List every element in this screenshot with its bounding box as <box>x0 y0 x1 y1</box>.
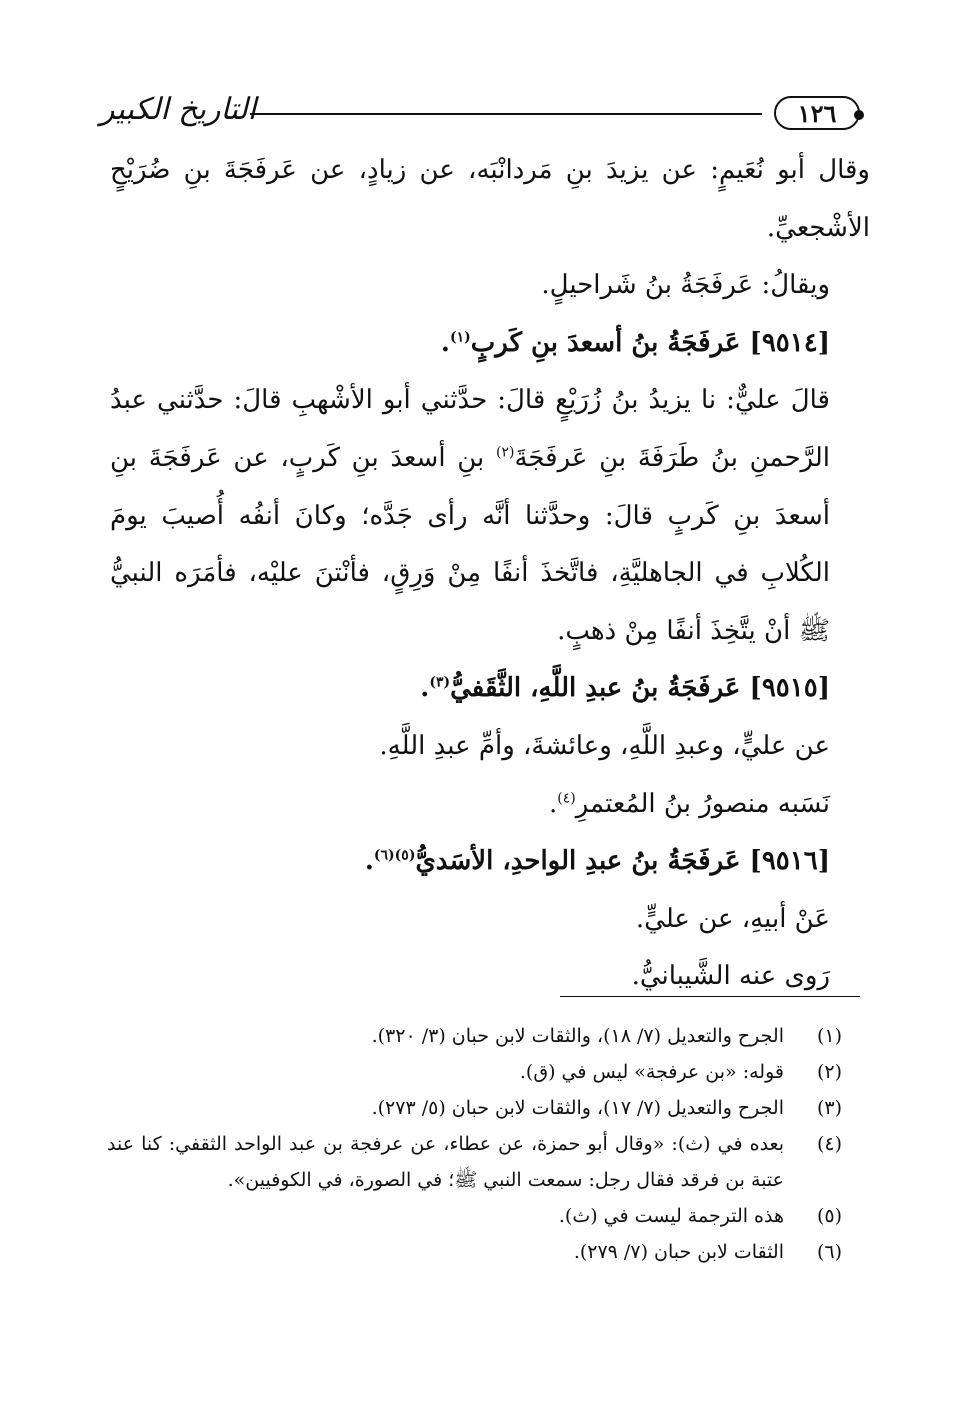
footnote-item <box>107 1054 842 1090</box>
footnote-number: (١) <box>816 1025 842 1047</box>
entry-title-9514: [٩٥١٤] عَرفَجَةُ بنُ أسعدَ بنِ كَربٍ$^{(١)}$. <box>440 327 830 358</box>
footnote-number: (٦) <box>816 1241 842 1263</box>
footnote-text: بعده في (ث): «وقال أبو حمزة، عن عطاء، عن عرفجة بن عبد الواحد الثقفي: كنا عند عتبة بن فرقد فقال رجل: سمعت النبي ﷺ؛ في الصورة، في الكوفيين». <box>107 1133 784 1191</box>
page-number: ١٢٦ <box>774 96 860 130</box>
text-line: ويقالُ: عَرفَجَةُ بنُ شَراحيلٍ. <box>541 270 830 301</box>
footnote-item <box>107 1018 842 1054</box>
footnote-number: (٣) <box>816 1097 842 1119</box>
footnote-separator <box>560 996 860 997</box>
text-span: نَسَبه منصورُ بنُ المُعتمرِ <box>575 788 830 819</box>
footnote-number: (٢) <box>816 1061 842 1083</box>
footnote-text: الجرح والتعديل (٧/ ١٨)، والثقات لابن حبان (٣/ ٣٢٠). <box>371 1025 784 1047</box>
footnote-number: (٥) <box>816 1205 842 1227</box>
footnote-item <box>107 1198 842 1234</box>
footnote-text: هذه الترجمة ليست في (ث). <box>558 1205 784 1227</box>
entry-number: [٩٥١٤] <box>749 327 830 358</box>
entry-name: عَرفَجَةُ بنُ عبدِ الواحدِ، الأسَديُّ <box>415 846 741 877</box>
paragraph-yuqal <box>110 257 870 315</box>
running-title: التاريخ الكبير <box>100 92 257 127</box>
paragraph-abihi <box>110 891 870 949</box>
footnote-ref: (٥)(٦) <box>373 847 416 864</box>
footnote-text: الجرح والتعديل (٧/ ١٧)، والثقات لابن حبان (٥/ ٢٧٣). <box>371 1097 784 1119</box>
paragraph-abu-nuaim <box>110 142 870 257</box>
entry-title-9516: [٩٥١٦] عَرفَجَةُ بنُ عبدِ الواحدِ، الأسَديُّ$^{(٥)(٦)}$. <box>364 846 830 877</box>
text-line: عن عليٍّ، وعبدِ اللَّهِ، وعائشةَ، وأمِّ عبدِ اللَّهِ. <box>379 730 830 761</box>
text-line: عَنْ أبيهِ، عن عليٍّ. <box>635 903 830 934</box>
entry-number: [٩٥١٦] <box>749 846 830 877</box>
entry-number: [٩٥١٥] <box>749 673 830 704</box>
paragraph-hadith <box>110 372 870 660</box>
text-span: بنِ أسعدَ بنِ كَربٍ، عن عَرفَجَةَ بنِ أسعدَ بنِ كَربٍ قالَ: وحدَّثنا أنَّه رأى جَدَّه؛ وكانَ أنفُه أُصيبَ يومَ الكُلابِ في الجاهليَّةِ، فاتَّخذَ أنفًا مِنْ وَرِقٍ، فأنْتنَ عليْه، فأمَرَه النبيُّ ﷺ أنْ يتَّخِذَ أنفًا مِنْ ذهبٍ. <box>110 442 830 646</box>
paragraph-narrators <box>110 718 870 776</box>
entry-name: عَرفَجَةُ بنُ أسعدَ بنِ كَربٍ <box>470 327 741 358</box>
page-header <box>100 92 860 142</box>
text-span: قالَ عليٌّ: نا يزيدُ بنُ زُرَيْعٍ قالَ: حدَّثني أبو الأشْهبِ قالَ: حدَّثني عبدُ الرَّحمنِ بنُ طَرَفَةَ بنِ عَرفَجَةَ <box>110 385 831 473</box>
footnote-ref: (٣) <box>429 674 451 691</box>
footnote-text: الثقات لابن حبان (٧/ ٢٧٩). <box>573 1241 784 1263</box>
footnote-item <box>107 1234 842 1270</box>
footnote-ref: (١) <box>449 329 471 346</box>
footnote-number: (٤) <box>816 1133 842 1155</box>
main-text <box>110 142 870 1006</box>
footnotes <box>107 1018 842 1270</box>
footnote-text: قوله: «بن عرفجة» ليس في (ق). <box>519 1061 784 1083</box>
entry-title-9515: [٩٥١٥] عَرفَجَةُ بنُ عبدِ اللَّهِ، الثَّقَفيُّ$^{(٣)}$. <box>420 673 830 704</box>
footnote-item <box>107 1126 842 1198</box>
footnote-item <box>107 1090 842 1126</box>
entry-name: عَرفَجَةُ بنُ عبدِ اللَّهِ، الثَّقَفيُّ <box>450 673 741 704</box>
paragraph-rawa <box>110 948 870 1006</box>
footnote-ref: (٤) <box>557 789 576 806</box>
text-line: رَوى عنه الشَّيبانيُّ. <box>631 961 830 992</box>
header-rule <box>250 113 762 115</box>
paragraph-nasab: نَسَبه منصورُ بنُ المُعتمرِ$^{(٤)}$. <box>548 788 830 819</box>
text-line: وقال أبو نُعَيمٍ: عن يزيدَ بنِ مَردانْبَه، عن زيادٍ، عن عَرفَجَةَ بنِ ضُرَيْحٍ الأشْجعيِّ. <box>110 155 870 243</box>
footnote-ref: (٢) <box>495 444 515 461</box>
